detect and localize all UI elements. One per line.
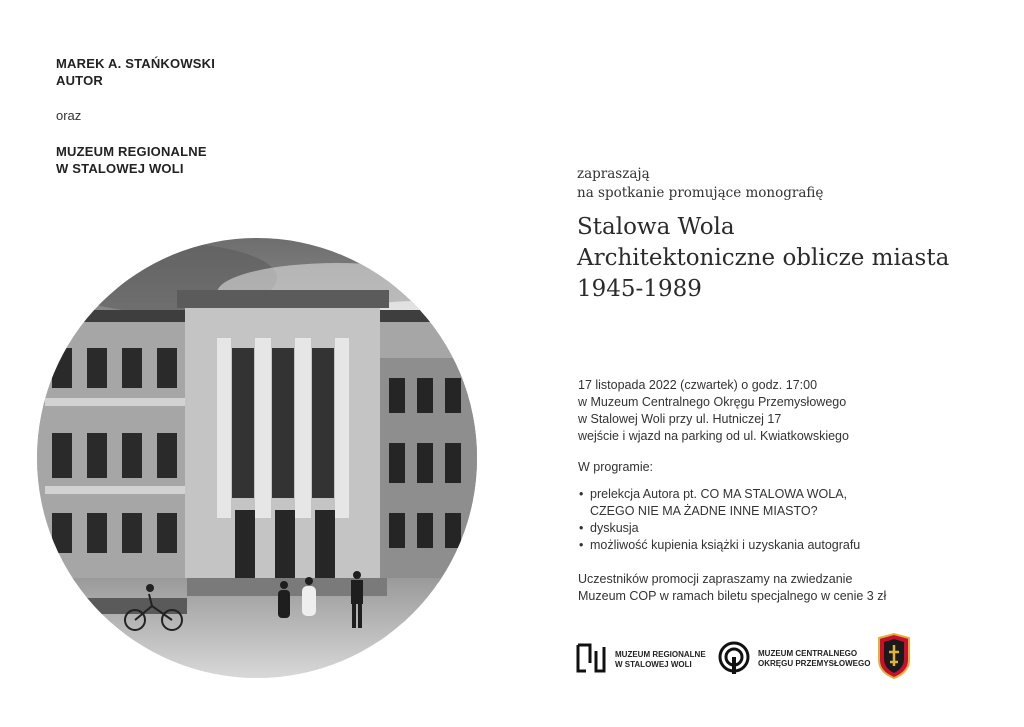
program-item: [590, 486, 886, 520]
building-photo-illustration: [37, 238, 477, 678]
event-address: w Stalowej Woli przy ul. Hutniczej 17: [578, 412, 782, 426]
museum-block: [56, 143, 207, 177]
regional-logo-line1: MUZEUM REGIONALNE: [615, 650, 706, 659]
book-title-line1: Stalowa Wola: [577, 214, 735, 240]
cop-museum-logo-icon: [718, 641, 750, 675]
museum-name-line2: W STALOWEJ WOLI: [56, 161, 184, 176]
event-parking: wejście i wjazd na parking od ul. Kwiatkowskiego: [578, 429, 849, 443]
city-crest: [877, 632, 911, 685]
invitation-line1: zapraszają: [577, 166, 650, 182]
event-details: [578, 377, 886, 605]
event-venue: w Muzeum Centralnego Okręgu Przemysłowego: [578, 395, 847, 409]
museum-name-line1: MUZEUM REGIONALNE: [56, 144, 207, 159]
note-line2: Muzeum COP w ramach biletu specjalnego w cenie 3 zł: [578, 589, 887, 603]
program-item-2: • dyskusja: [590, 521, 639, 535]
program-item-1-line1: • prelekcja Autora pt. CO MA STALOWA WOLA,: [590, 487, 848, 501]
book-title: [577, 212, 949, 305]
book-title-line2: Architektoniczne oblicze miasta: [577, 245, 950, 271]
program-item: [590, 520, 886, 537]
program-heading: W programie:: [578, 460, 654, 474]
book-title-line3: 1945-1989: [577, 276, 702, 302]
program-item: [590, 537, 886, 554]
invitation-line2: na spotkanie promujące monografię: [577, 185, 824, 201]
author-name: MAREK A. STAŃKOWSKI: [56, 56, 216, 71]
cop-museum-logo-text: [758, 649, 870, 669]
cop-logo-line2: OKRĘGU PRZEMYSŁOWEGO: [758, 659, 871, 668]
author-role: AUTOR: [56, 73, 103, 88]
regional-museum-logo-text: [615, 650, 706, 670]
building-photo: [37, 238, 477, 678]
city-crest-icon: [877, 632, 911, 680]
program-item-1-line2: CZEGO NIE MA ŻADNE INNE MIASTO?: [590, 504, 818, 518]
invitation-text: [577, 165, 823, 203]
cop-logo-line1: MUZEUM CENTRALNEGO: [758, 649, 858, 658]
event-date: 17 listopada 2022 (czwartek) o godz. 17:00: [578, 378, 818, 392]
regional-museum-logo-icon: [576, 643, 606, 673]
regional-logo-line2: W STALOWEJ WOLI: [615, 660, 692, 669]
conjunction-text: oraz: [56, 108, 82, 123]
author-block: [56, 55, 215, 89]
program-item-3: • możliwość kupienia książki i uzyskania autografu: [590, 538, 861, 552]
program-list: [578, 486, 886, 554]
note-line1: Uczestników promocji zapraszamy na zwiedzanie: [578, 572, 853, 586]
